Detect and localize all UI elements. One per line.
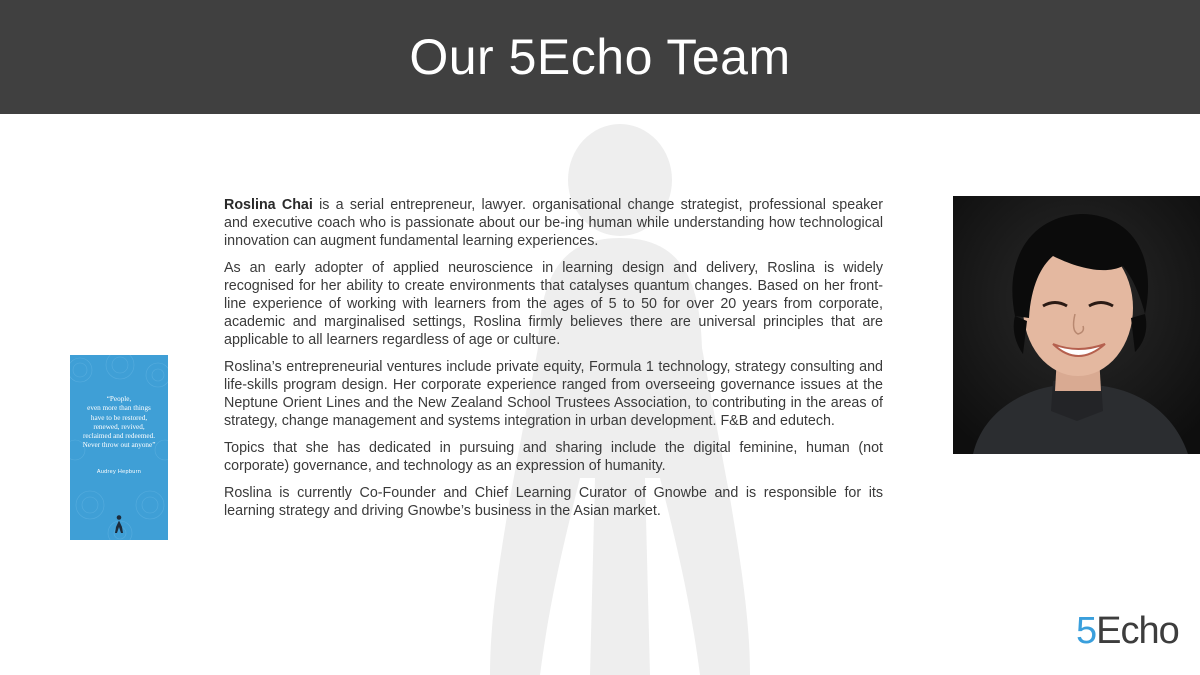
quote-line: “People, bbox=[106, 395, 132, 403]
bio-intro: is a serial entrepreneur, lawyer. organisational change strategist, professional speaker and executive coach who is passionate about our be-ing human while understanding how technological innovation can augment fundamental learning experiences. bbox=[224, 197, 884, 249]
figure-logo-icon bbox=[113, 515, 125, 533]
bio-paragraph-1 bbox=[224, 196, 883, 250]
quote-line: Never throw out anyone” bbox=[82, 441, 156, 450]
quote-card bbox=[70, 355, 168, 540]
quote-line: even more than things bbox=[87, 404, 151, 413]
bio-text bbox=[224, 196, 883, 529]
brand-logo bbox=[1076, 610, 1179, 653]
title-bar bbox=[0, 0, 1200, 114]
person-name: Roslina Chai bbox=[224, 197, 313, 213]
quote-line: have to be restored, bbox=[90, 413, 148, 422]
brand-echo: Echo bbox=[1096, 610, 1179, 652]
quote-line: reclaimed and redeemed. bbox=[82, 432, 156, 441]
portrait-illustration bbox=[953, 196, 1200, 454]
quote-text bbox=[74, 395, 164, 451]
bio-paragraph-4: Topics that she has dedicated in pursuing and sharing include the digital feminine, human (not corporate) governance, and technology as an expression of humanity. bbox=[224, 440, 883, 474]
brand-five: 5 bbox=[1076, 610, 1097, 652]
bio-paragraph-2: As an early adopter of applied neuroscience in learning design and delivery, Roslina is widely recognised for her ability to create environments that catalyses quantum changes. Based on her front-line experience of working with learners from the ages of 5 to 50 for over 20 years from corporate, academic and marginalised settings, Roslina firmly believes there are universal principles that are applicable to all learners regardless of age or culture. bbox=[224, 260, 883, 348]
page-title: Our 5Echo Team bbox=[409, 29, 791, 85]
quote-author: Audrey Hepburn bbox=[96, 469, 142, 475]
bio-paragraph-5: Roslina is currently Co-Founder and Chief Learning Curator of Gnowbe and is responsible for its learning strategy and driving Gnowbe’s business in the Asian market. bbox=[224, 485, 883, 519]
bio-paragraph-3: Roslina’s entrepreneurial ventures include private equity, Formula 1 technology, strategy consulting and life-skills program design. Her corporate experience ranged from overseeing governance issues at the Neptune Orient Lines and the New Zealand School Trustees Association, to contributing in the areas of strategy, change management and systems integration in urban development. F&B and edutech. bbox=[224, 359, 883, 429]
quote-line: renewed, revived, bbox=[93, 422, 145, 431]
portrait-photo bbox=[953, 196, 1200, 454]
